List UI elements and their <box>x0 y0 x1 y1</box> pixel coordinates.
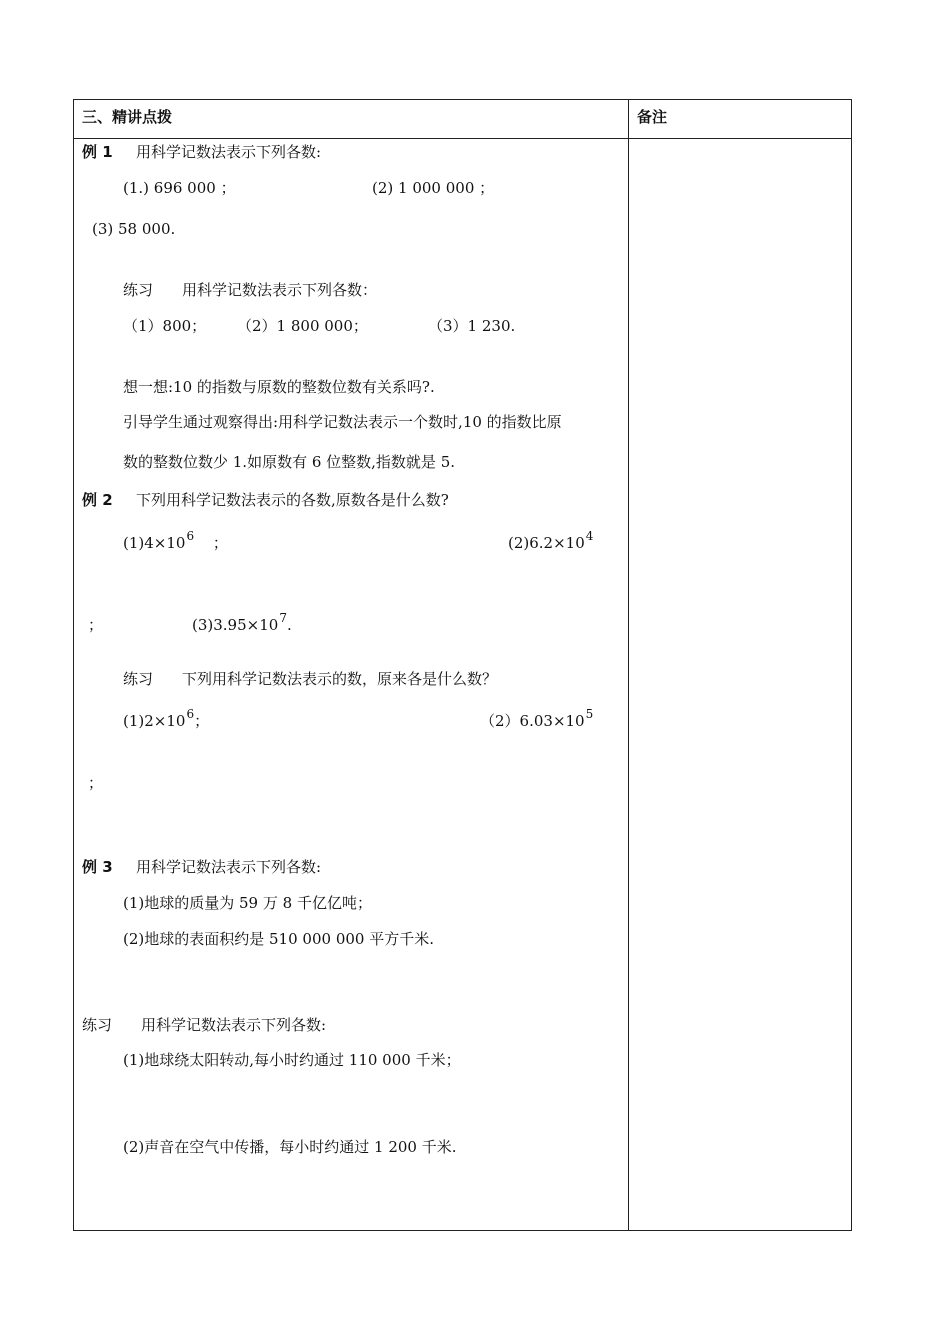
example2-item2-base: (2)6.2×10 <box>508 534 585 552</box>
example2-practice-item1-base: (1)2×10 <box>123 712 186 730</box>
example2-item3 <box>192 611 292 636</box>
example2-item1-end: ； <box>212 534 228 552</box>
example1-practice-item3: （3）1 230. <box>428 317 516 335</box>
example2-label: 例 2 <box>82 491 113 509</box>
example1-prompt: 用科学记数法表示下列各数: <box>136 143 322 161</box>
example2-item1 <box>123 529 228 554</box>
example2-practice-prompt: 下列用科学记数法表示的数，原来各是什么数？ <box>182 670 498 688</box>
example1-practice-prompt: 用科学记数法表示下列各数： <box>182 281 378 299</box>
example3-item1: (1)地球的质量为 59 万 8 千亿亿吨； <box>123 894 372 912</box>
example3-item2: (2)地球的表面积约是 510 000 000 平方千米. <box>123 930 434 948</box>
example2-item2-exponent: 4 <box>585 529 594 543</box>
example1-guide-line1: 引导学生通过观察得出:用科学记数法表示一个数时,10 的指数比原 <box>123 413 562 431</box>
example1-item3: (3) 58 000. <box>92 220 176 238</box>
example2-practice-item2-exponent: 5 <box>585 707 594 721</box>
example3-practice-item2: (2)声音在空气中传播，每小时约通过 1 200 千米. <box>123 1138 457 1156</box>
notes-title: 备注 <box>637 108 668 126</box>
example1-item2: (2) 1 000 000 ； <box>372 179 495 197</box>
example2-practice-item1-end: ； <box>194 712 210 730</box>
example1-guide-line2: 数的整数位数少 1.如原数有 6 位整数,指数就是 5. <box>123 453 456 471</box>
column-divider <box>628 100 629 1230</box>
example2-item3-end: . <box>286 616 292 634</box>
example1-item1: (1.) 696 000 ； <box>123 179 236 197</box>
example2-practice-item2 <box>480 707 594 732</box>
example2-prompt: 下列用科学记数法表示的各数,原数各是什么数? <box>136 491 449 509</box>
header-divider <box>74 138 851 139</box>
example3-practice-label: 练习 <box>82 1016 113 1034</box>
section-title: 三、精讲点拨 <box>82 108 173 126</box>
example2-practice-item2-end: ； <box>88 774 104 792</box>
example2-item2-end: ； <box>88 616 104 634</box>
example2-practice-label: 练习 <box>123 670 154 688</box>
example3-practice-item1: (1)地球绕太阳转动,每小时约通过 110 000 千米； <box>123 1051 461 1069</box>
example1-practice-label: 练习 <box>123 281 154 299</box>
example1-practice-item1: （1）800； <box>123 317 207 335</box>
example2-item2 <box>508 529 594 554</box>
example3-practice-prompt: 用科学记数法表示下列各数: <box>141 1016 327 1034</box>
example2-item3-base: (3)3.95×10 <box>192 616 279 634</box>
example3-label: 例 3 <box>82 858 113 876</box>
example2-item1-exponent: 6 <box>186 529 195 543</box>
example2-item3-exponent: 7 <box>279 611 287 625</box>
example2-practice-item1 <box>123 707 210 732</box>
example1-think: 想一想:10 的指数与原数的整数位数有关系吗?. <box>123 378 435 396</box>
example2-practice-item2-base: （2）6.03×10 <box>480 712 585 730</box>
example1-label: 例 1 <box>82 143 113 161</box>
example1-practice-item2: （2）1 800 000； <box>237 317 368 335</box>
example3-prompt: 用科学记数法表示下列各数: <box>136 858 322 876</box>
example2-practice-item1-exponent: 6 <box>186 707 195 721</box>
example2-item1-base: (1)4×10 <box>123 534 186 552</box>
